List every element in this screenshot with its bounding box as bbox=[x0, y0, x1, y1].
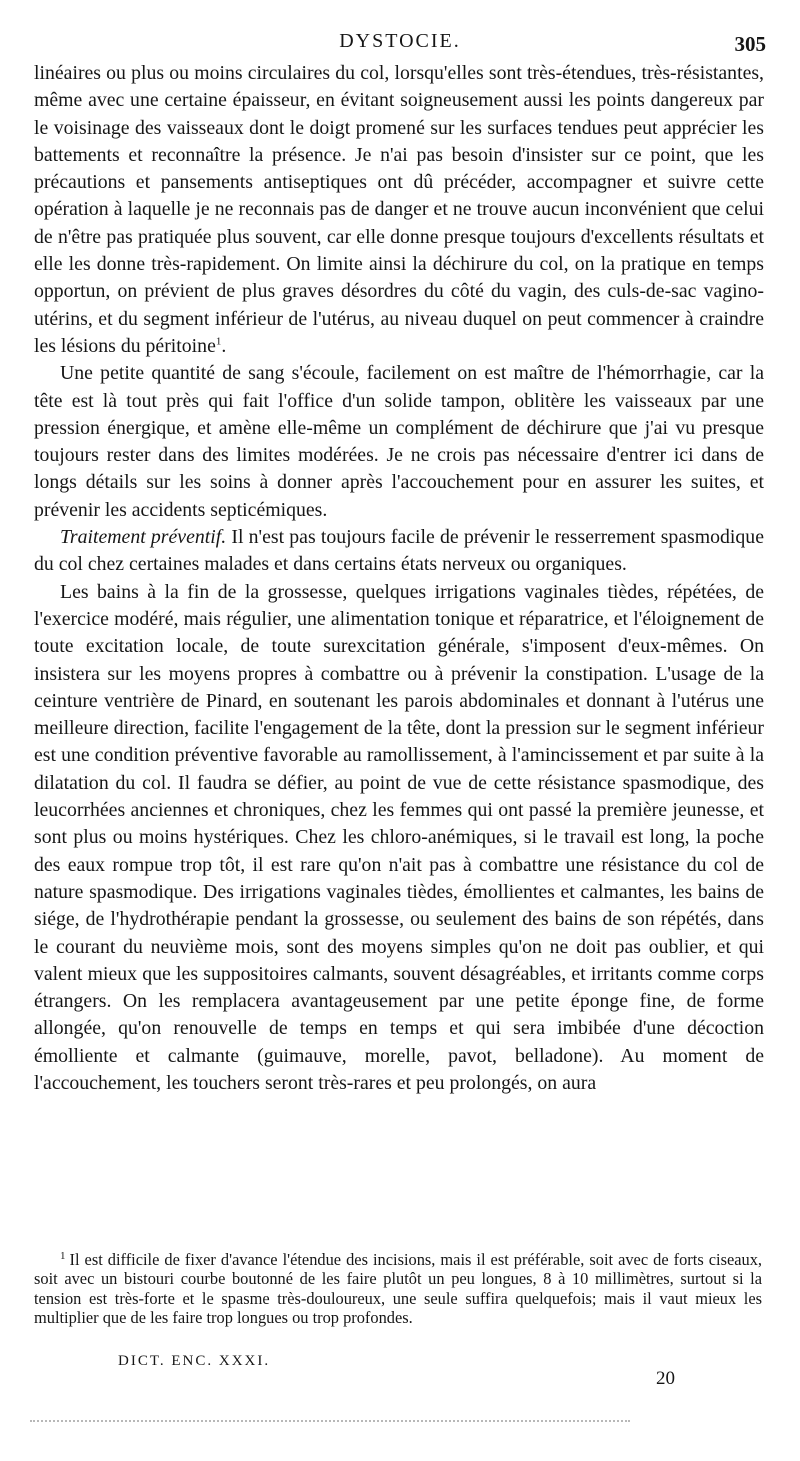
paragraph-1-text: linéaires ou plus ou moins circulaires du col, lorsqu'elles sont très-étendues, très-résistantes, même avec une certaine épaisseur, en évitant soigneusement aussi les points dangereux par le voisinage des vaisseaux dont le doigt promené sur les surfaces tendues peut apprécier les battements et reconnaître la présence. Je n'ai pas besoin d'insister sur ce point, que les précautions et pansements antiseptiques ont dû précéder, accompagner et suivre cette opération à laquelle je ne reconnais pas de danger et ne trouve aucun inconvénient que celui de n'être pas pratiquée plus souvent, car elle donne presque toujours d'excellents résultats et elle les donne très-rapidement. On limite ainsi la déchirure du col, on la pratique en temps opportun, on prévient de plus graves désordres du côté du vagin, des culs-de-sac vagino-utérins, et du segment inférieur de l'utérus, au niveau duquel on peut commencer à craindre les lésions du péritoine bbox=[34, 62, 764, 357]
footnote bbox=[34, 1250, 762, 1327]
paragraph-4: Les bains à la fin de la grossesse, quelques irrigations vaginales tièdes, répétées, de l'exercice modéré, mais régulier, une alimentation tonique et réparatrice, et l'éloignement de toute excitation locale, de toute surexcitation générale, s'imposent d'eux-mêmes. On insistera sur les moyens propres à combattre ou à prévenir la constipation. L'usage de la ceinture ventrière de Pinard, en soutenant les parois abdominales et donnant à l'utérus une meilleure direction, facilite l'engagement de la tête, dont la pression sur le segment inférieur est une condition préventive favorable au ramollissement, à l'amincissement et par suite à la dilatation du col. Il faudra se défier, au point de vue de cette résistance spasmodique, des leucorrhées anciennes et chroniques, chez les femmes qui ont passé la première jeunesse, et sont plus ou moins hystériques. Chez les chloro-anémiques, si le travail est long, la poche des eaux rompue trop tôt, il est rare qu'on n'ait pas à combattre une résistance du col de nature spasmodique. Des irrigations vaginales tièdes, émollientes et calmantes, les bains de siége, de l'hydrothérapie pendant la grossesse, ou seulement des bains de son répétés, dans le courant du neuvième mois, sont des moyens simples qu'on ne doit pas oublier, et qui valent mieux que les suppositoires calmants, souvent désagréables, et irritants comme corps étrangers. On les remplacera avantageusement par une petite éponge fine, de forme allongée, qu'on renouvelle de temps en temps et qui sera imbibée d'une décoction émolliente et calmante (guimauve, morelle, pavot, belladone). Au moment de l'accouchement, les touchers seront très-rares et peu prolongés, on aura bbox=[34, 580, 764, 1094]
main-text bbox=[34, 60, 764, 1097]
footnote-marker: 1 bbox=[60, 1249, 66, 1262]
paragraph-3-text: Il n'est pas toujours facile de prévenir le resserrement spasmodique du col chez certaines malades et dans certains états nerveux ou organiques. bbox=[34, 526, 764, 576]
paragraph-3 bbox=[34, 524, 764, 579]
printer-signature: DICT. ENC. XXXI. bbox=[118, 1353, 271, 1369]
paragraph-1 bbox=[34, 60, 764, 360]
page-number: 305 bbox=[734, 32, 766, 56]
footnote-reference: 1 bbox=[215, 335, 222, 348]
bottom-dotted-rule bbox=[30, 1420, 630, 1422]
footnote-text: Il est difficile de fixer d'avance l'étendue des incisions, mais il est préférable, soit avec de forts ciseaux, soit avec un bistouri courbe boutonné de les faire plutôt un peu longues, 8 à 10 millimètres, surtout si la tension est très-forte et le spasme très-douloureux, une seule suffira quelquefois; mais il vaut mieux les multiplier que de les faire trop longues ou trop profondes. bbox=[34, 1250, 762, 1327]
running-title: DYSTOCIE. bbox=[339, 30, 461, 52]
section-heading-traitement-preventif: Traitement préventif. bbox=[60, 526, 227, 549]
paragraph-1-end: . bbox=[221, 334, 227, 357]
sheet-number: 20 bbox=[656, 1368, 675, 1389]
paragraph-2: Une petite quantité de sang s'écoule, facilement on est maître de l'hémorrhagie, car la tête est là tout près qui fait l'office d'un solide tampon, oblitère les vaisseaux par une pression énergique, et amène elle-même un complément de déchirure que j'ai vu presque toujours rester dans des limites modérées. Je ne crois pas nécessaire d'entrer ici dans de longs détails sur les soins à donner après l'accouchement pour en assurer les suites, et prévenir les accidents septicémiques. bbox=[34, 362, 764, 521]
